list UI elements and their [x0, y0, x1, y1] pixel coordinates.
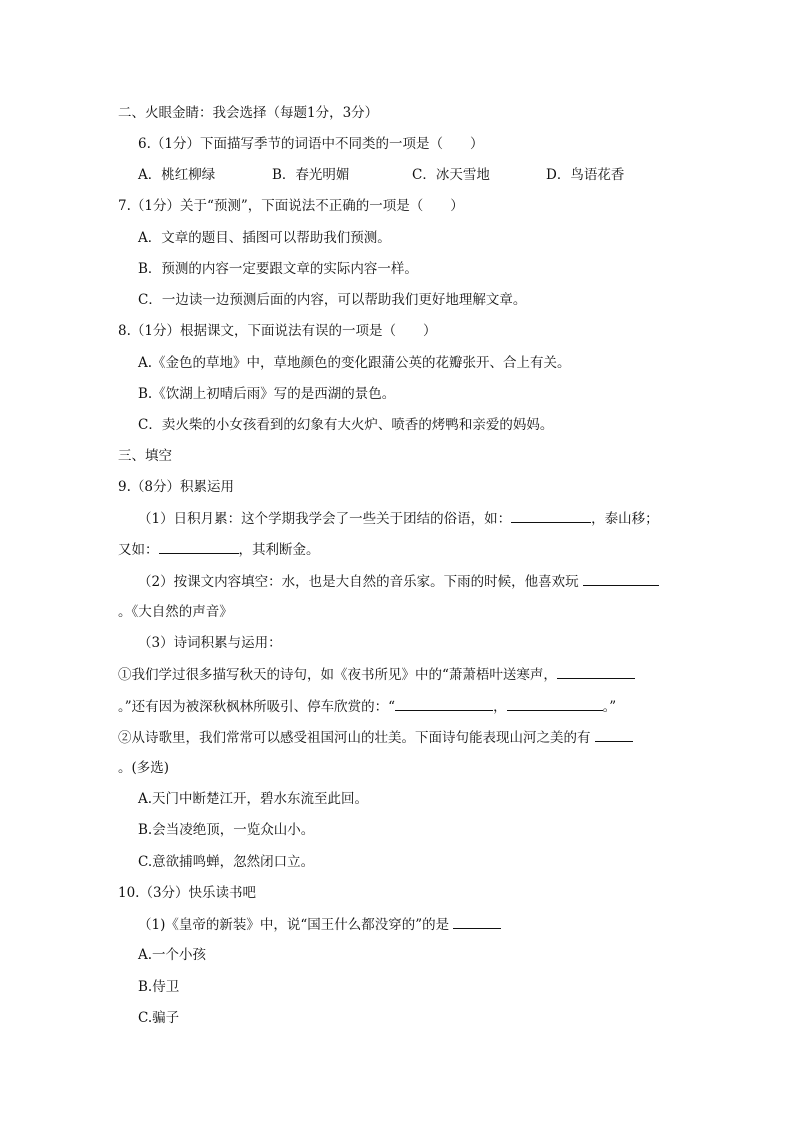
q9-part1-text-d: ，其利断金。	[238, 542, 320, 558]
q9-option-b[interactable]: B.会当凌绝顶，一览众山小。	[138, 822, 315, 838]
q9-poem-text-d: 。”	[602, 699, 617, 715]
q9-poem-text-a: ①我们学过很多描写秋天的诗句，如《夜书所见》中的“萧萧梧叶送寒声，	[118, 667, 557, 683]
question-8-stem: 8.（1分）根据课文，下面说法有误的一项是（ ）	[118, 323, 437, 339]
q6-option-a[interactable]: A．桃红柳绿	[138, 167, 216, 183]
q10-blank-1[interactable]	[453, 915, 501, 929]
q9-option-c[interactable]: C.意欲捕鸣蝉，忽然闭口立。	[138, 854, 315, 870]
q9-blank-7[interactable]	[595, 728, 633, 742]
q9-part2-text-b: 。《大自然的声音》	[118, 604, 233, 620]
q10-option-a[interactable]: A.一个小孩	[138, 947, 207, 963]
q9-part2-text-a: （2）按课文内容填空：水，也是大自然的音乐家。下雨的时候，他喜欢玩	[138, 574, 579, 590]
q10-option-c[interactable]: C.骗子	[138, 1010, 180, 1026]
q9-poem-text-f: 。(多选)	[118, 760, 170, 776]
q9-blank-3[interactable]	[583, 572, 659, 586]
q9-part1-text-b: ，泰山移；	[591, 511, 659, 527]
question-9-stem: 9.（8分）积累运用	[118, 479, 234, 495]
q9-poem-line3	[118, 728, 633, 747]
q9-poem-text-c: ，	[493, 699, 507, 715]
question-7-stem: 7.（1分）关于“预测”，下面说法不正确的一项是（ ）	[118, 198, 464, 214]
q8-option-c[interactable]: C．卖火柴的小女孩看到的幻象有大火炉、喷香的烤鸭和亲爱的妈妈。	[138, 417, 554, 433]
q6-option-c[interactable]: C．冰天雪地	[412, 167, 490, 183]
q9-blank-1[interactable]	[511, 509, 591, 523]
q9-option-a[interactable]: A.天门中断楚江开，碧水东流至此回。	[138, 791, 369, 807]
q9-part2-line1	[138, 572, 659, 591]
q9-blank-4[interactable]	[557, 665, 635, 679]
q9-poem-text-e: ②从诗歌里，我们常常可以感受祖国河山的壮美。下面诗句能表现山河之美的有	[118, 730, 591, 746]
q8-option-a[interactable]: A.《金色的草地》中，草地颜色的变化跟蒲公英的花瓣张开、合上有关。	[138, 355, 571, 371]
q9-part1-line2	[118, 540, 320, 559]
q7-option-b[interactable]: B．预测的内容一定要跟文章的实际内容一样。	[138, 261, 418, 277]
q9-part1-line1	[138, 509, 659, 528]
q10-part1-line	[138, 915, 501, 934]
q9-poem-line1	[118, 665, 635, 684]
section-heading-fill: 三、填空	[118, 448, 172, 464]
q8-option-b[interactable]: B.《饮湖上初晴后雨》写的是西湖的景色。	[138, 386, 396, 402]
q9-blank-6[interactable]	[507, 697, 603, 711]
q9-part1-text-c: 又如：	[118, 542, 159, 558]
q7-option-c[interactable]: C．一边读一边预测后面的内容，可以帮助我们更好地理解文章。	[138, 292, 527, 308]
q6-option-b[interactable]: B．春光明媚	[272, 167, 350, 183]
q9-blank-2[interactable]	[159, 540, 239, 554]
q9-part1-text-a: （1）日积月累：这个学期我学会了一些关于团结的俗语，如：	[138, 511, 512, 527]
q7-option-a[interactable]: A．文章的题目、插图可以帮助我们预测。	[138, 230, 391, 246]
question-10-stem: 10.（3分）快乐读书吧	[118, 885, 257, 901]
section-heading-choice: 二、火眼金睛：我会选择（每题1分，3分）	[118, 105, 379, 121]
q10-option-b[interactable]: B.侍卫	[138, 979, 180, 995]
q9-part3-heading: （3）诗词积累与运用：	[138, 635, 282, 651]
q6-option-d[interactable]: D．鸟语花香	[546, 167, 625, 183]
q10-part1-text: （1)《皇帝的新装》中，说“国王什么都没穿的”的是	[138, 917, 450, 933]
q9-blank-5[interactable]	[395, 697, 493, 711]
question-6-stem: 6.（1分）下面描写季节的词语中不同类的一项是（ ）	[138, 136, 484, 152]
q9-poem-text-b: 。”还有因为被深秋枫林所吸引、停车欣赏的：“	[118, 699, 396, 715]
q9-poem-line2	[118, 697, 616, 716]
